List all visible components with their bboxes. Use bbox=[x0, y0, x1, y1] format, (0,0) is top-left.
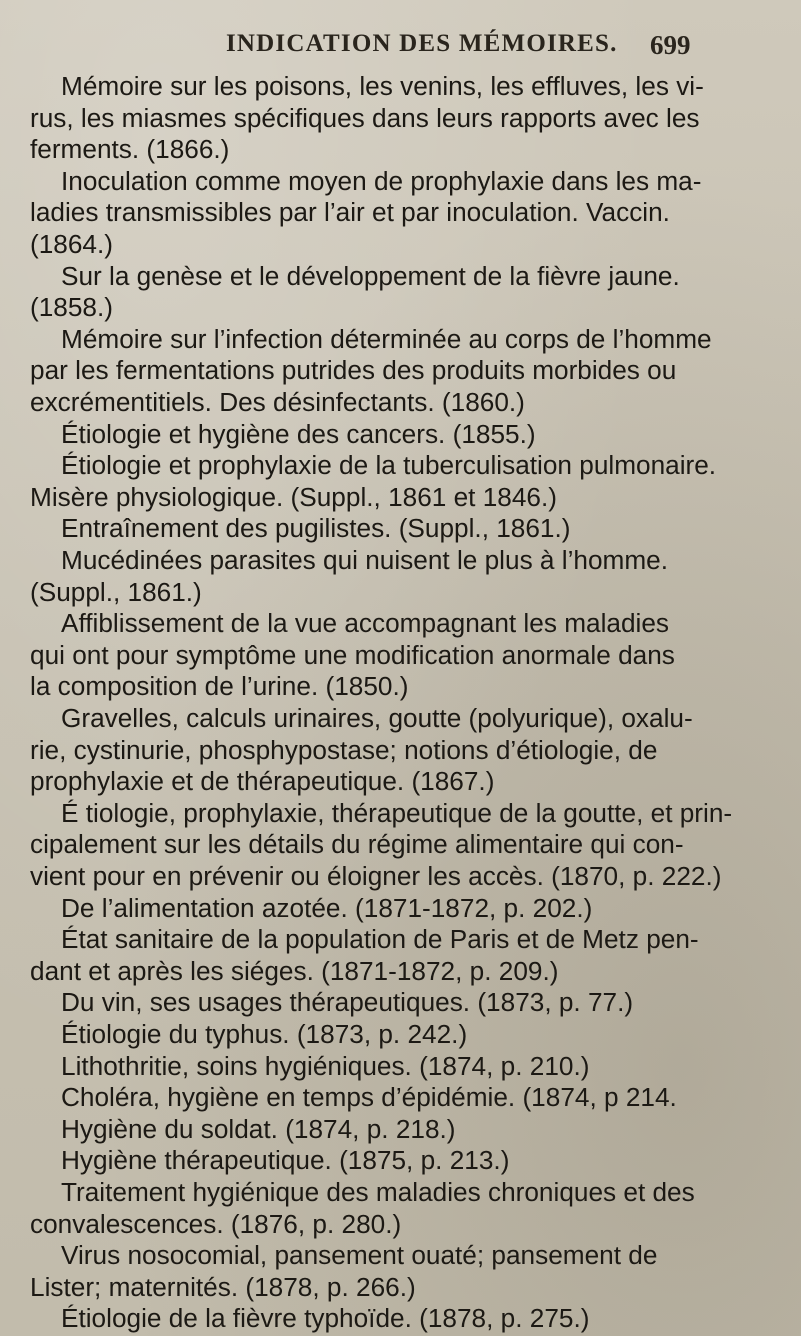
text-line: Gravelles, calculs urinaires, goutte (polyurique), oxalu- bbox=[61, 703, 693, 733]
text-line: Hygiène thérapeutique. (1875, p. 213.) bbox=[61, 1145, 510, 1176]
text-line: Mémoire sur l’infection déterminée au corps de l’homme bbox=[61, 323, 712, 354]
text-line: Sur la genèse et le développement de la fièvre jaune. bbox=[61, 260, 680, 291]
text-line: Mémoire sur les poisons, les venins, les effluves, les vi- bbox=[61, 71, 704, 101]
page-number: 699 bbox=[650, 30, 691, 60]
text-line: Misère physiologique. (Suppl., 1861 et 1846.) bbox=[30, 481, 557, 512]
text-line: Étiologie de la fièvre typhoïde. (1878, p. 275.) bbox=[61, 1303, 590, 1334]
text-line: rie, cystinurie, phosphypostase; notions d’étiologie, de bbox=[30, 734, 658, 765]
text-line: ferments. (1866.) bbox=[30, 134, 230, 165]
text-line: cipalement sur les détails du régime alimentaire qui con- bbox=[30, 829, 684, 860]
text-line: (1864.) bbox=[30, 229, 113, 259]
text-line: prophylaxie et de thérapeutique. (1867.) bbox=[30, 766, 495, 797]
text-line: De l’alimentation azotée. (1871-1872, p. 202.) bbox=[61, 892, 593, 923]
text-line: vient pour en prévenir ou éloigner les accès. (1870, p. 222.) bbox=[30, 861, 722, 891]
text-line: Lithothritie, soins hygiéniques. (1874, p. 210.) bbox=[61, 1050, 590, 1081]
text-line: la composition de l’urine. (1850.) bbox=[30, 671, 409, 702]
text-line: Affiblissement de la vue accompagnant les maladies bbox=[61, 608, 669, 639]
text-line: Du vin, ses usages thérapeutiques. (1873, p. 77.) bbox=[61, 987, 634, 1018]
text-line: (1858.) bbox=[30, 292, 113, 323]
text-line: Inoculation comme moyen de prophylaxie dans les ma- bbox=[61, 165, 702, 196]
text-line: ladies transmissibles par l’air et par inoculation. Vaccin. bbox=[30, 197, 670, 228]
text-line: État sanitaire de la population de Paris et de Metz pen- bbox=[61, 924, 699, 955]
text-line: excrémentitiels. Des désinfectants. (1860.) bbox=[30, 387, 525, 417]
text-line: Choléra, hygiène en temps d’épidémie. (1874, p 214. bbox=[61, 1082, 677, 1113]
text-line: Étiologie du typhus. (1873, p. 242.) bbox=[61, 1019, 468, 1049]
text-line: convalescences. (1876, p. 280.) bbox=[30, 1208, 402, 1239]
running-header bbox=[0, 30, 801, 66]
text-line: É tiologie, prophylaxie, thérapeutique de la goutte, et prin- bbox=[61, 797, 733, 828]
text-line: Hygiène du soldat. (1874, p. 218.) bbox=[61, 1113, 456, 1144]
text-line: Mucédinées parasites qui nuisent le plus à l’homme. bbox=[61, 545, 669, 575]
text-line: par les fermentations putrides des produits morbides ou bbox=[30, 355, 677, 386]
text-line: Étiologie et prophylaxie de la tuberculisation pulmonaire. bbox=[61, 450, 717, 481]
text-line: Virus nosocomial, pansement ouaté; pansement de bbox=[61, 1240, 658, 1271]
text-line: Étiologie et hygiène des cancers. (1855.) bbox=[61, 418, 536, 449]
text-line: qui ont pour symptôme une modification anormale dans bbox=[30, 639, 675, 670]
text-line: Traitement hygiénique des maladies chroniques et des bbox=[61, 1177, 695, 1207]
running-title: INDICATION DES MÉMOIRES. bbox=[226, 30, 618, 57]
text-line: Entraînement des pugilistes. (Suppl., 1861.) bbox=[61, 513, 571, 544]
text-line: (Suppl., 1861.) bbox=[30, 576, 202, 607]
text-line: dant et après les siéges. (1871-1872, p. 209.) bbox=[30, 955, 559, 986]
text-line: Lister; maternités. (1878, p. 266.) bbox=[30, 1271, 416, 1302]
text-line: rus, les miasmes spécifiques dans leurs rapports avec les bbox=[30, 102, 700, 133]
